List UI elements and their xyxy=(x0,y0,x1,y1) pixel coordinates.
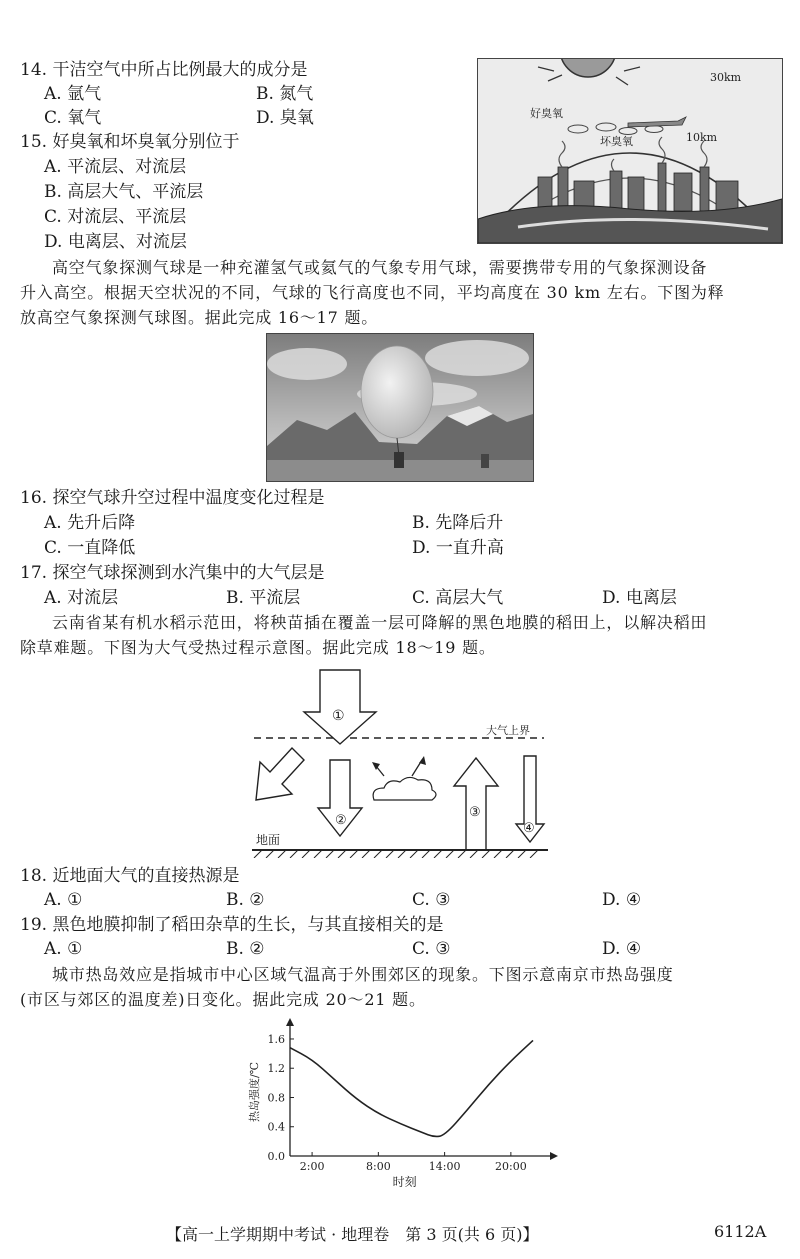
x-tick-label: 2:00 xyxy=(299,1160,325,1173)
q18-stem: 18. 近地面大气的直接热源是 xyxy=(20,866,240,886)
balloon-icon xyxy=(361,346,433,438)
footer-page-info: 【高一上学期期中考试 · 地理卷 第 3 页(共 6 页)】 xyxy=(166,1225,539,1244)
q19-option-a[interactable]: A. ① xyxy=(44,939,83,959)
balloon-photo-illustration xyxy=(267,334,533,481)
x-axis-label: 时刻 xyxy=(392,1175,417,1189)
passage-paddy xyxy=(20,610,782,660)
y-tick-label: 0.4 xyxy=(267,1120,285,1134)
q17-option-d[interactable]: D. 电离层 xyxy=(602,588,677,608)
q15-stem: 15. 好臭氧和坏臭氧分别位于 xyxy=(20,132,240,152)
ground-hatch xyxy=(254,850,538,858)
passage-heat-island xyxy=(20,962,782,1012)
arrow-1-solar-radiation xyxy=(304,670,376,744)
q14-stem: 14. 干洁空气中所占比例最大的成分是 xyxy=(20,60,308,80)
ozone-layer-figure xyxy=(477,58,783,244)
heat-island-series-line xyxy=(290,1040,533,1136)
y-tick-label: 0.0 xyxy=(267,1150,285,1163)
q18-option-c[interactable]: C. ③ xyxy=(412,890,451,910)
q19-option-c[interactable]: C. ③ xyxy=(412,939,451,959)
q18-option-d[interactable]: D. ④ xyxy=(602,890,642,910)
q15-option-a[interactable]: A. 平流层、对流层 xyxy=(44,157,187,177)
x-axis-arrow-icon xyxy=(550,1152,558,1160)
q18-option-a[interactable]: A. ① xyxy=(44,890,83,910)
q14-option-c[interactable]: C. 氧气 xyxy=(44,108,102,128)
q14-option-a[interactable]: A. 氩气 xyxy=(44,84,102,104)
q17-stem: 17. 探空气球探测到水汽集中的大气层是 xyxy=(20,563,325,583)
atmosphere-heating-figure xyxy=(248,664,554,858)
q17-option-c[interactable]: C. 高层大气 xyxy=(412,588,504,608)
arrow-3-ground-radiation xyxy=(454,758,498,850)
q14-option-b[interactable]: B. 氮气 xyxy=(256,84,314,104)
ground-label: 地面 xyxy=(256,833,281,847)
x-tick-label: 20:00 xyxy=(495,1160,527,1173)
y-axis-arrow-icon xyxy=(286,1018,294,1026)
label-30km: 30km xyxy=(710,71,742,84)
q16-option-a[interactable]: A. 先升后降 xyxy=(44,513,136,533)
q15-option-d[interactable]: D. 电离层、对流层 xyxy=(44,232,187,252)
reflected-radiation-arrow xyxy=(256,748,304,800)
weather-balloon-photo xyxy=(266,333,534,482)
x-tick-label: 8:00 xyxy=(365,1160,391,1173)
arrow-3-label: ③ xyxy=(469,805,481,820)
q17-option-a[interactable]: A. 对流层 xyxy=(44,588,119,608)
passage-balloon-line-2: 升入高空。根据天空状况的不同，气球的飞行高度也不同，平均高度在 30 km 左右。下图为释 xyxy=(20,283,725,302)
q16-option-d[interactable]: D. 一直升高 xyxy=(412,538,504,558)
arrow-4-label: ④ xyxy=(523,821,535,836)
heat-island-chart-svg xyxy=(244,1016,564,1190)
passage-paddy-line-2: 除草难题。下图为大气受热过程示意图。据此完成 18～19 题。 xyxy=(20,638,496,657)
passage-heat-island-line-2: (市区与郊区的温度差)日变化。据此完成 20～21 题。 xyxy=(20,990,426,1009)
heat-island-chart xyxy=(244,1016,564,1190)
arrow-1-label: ① xyxy=(332,708,345,724)
q19-stem: 19. 黑色地膜抑制了稻田杂草的生长，与其直接相关的是 xyxy=(20,915,444,935)
q18-option-b[interactable]: B. ② xyxy=(226,890,265,910)
footer-exam-code: 6112A xyxy=(714,1222,767,1241)
person-icon xyxy=(394,452,404,468)
q16-option-c[interactable]: C. 一直降低 xyxy=(44,538,136,558)
y-tick-label: 1.6 xyxy=(267,1032,285,1046)
q19-option-b[interactable]: B. ② xyxy=(226,939,265,959)
label-bad-ozone: 坏臭氧 xyxy=(600,135,633,148)
q15-option-b[interactable]: B. 高层大气、平流层 xyxy=(44,182,204,202)
label-10km: 10km xyxy=(686,131,718,144)
y-axis-label: 热岛强度/℃ xyxy=(248,1061,261,1123)
q16-stem: 16. 探空气球升空过程中温度变化过程是 xyxy=(20,488,325,508)
y-tick-label: 0.8 xyxy=(267,1091,285,1105)
q17-option-b[interactable]: B. 平流层 xyxy=(226,588,301,608)
passage-balloon-line-1: 高空气象探测气球是一种充灌氢气或氦气的气象专用气球，需要携带专用的气象探测设备 xyxy=(52,258,708,277)
passage-paddy-line-1: 云南省某有机水稻示范田，将秧苗插在覆盖一层可降解的黑色地膜的稻田上，以解决稻田 xyxy=(52,613,708,632)
heating-process-diagram xyxy=(248,664,554,858)
cloud-icon xyxy=(373,777,436,800)
passage-balloon-line-3: 放高空气象探测气球图。据此完成 16～17 题。 xyxy=(20,308,379,327)
x-tick-label: 14:00 xyxy=(428,1160,461,1173)
q19-option-d[interactable]: D. ④ xyxy=(602,939,642,959)
q14-option-d[interactable]: D. 臭氧 xyxy=(256,108,314,128)
q16-option-b[interactable]: B. 先降后升 xyxy=(412,513,504,533)
passage-heat-island-line-1: 城市热岛效应是指城市中心区域气温高于外围郊区的现象。下图示意南京市热岛强度 xyxy=(52,965,674,984)
ozone-layer-illustration xyxy=(478,59,782,243)
y-tick-label: 1.2 xyxy=(267,1062,285,1076)
q15-option-c[interactable]: C. 对流层、平流层 xyxy=(44,207,187,227)
upper-boundary-label: 大气上界 xyxy=(486,724,530,737)
arrow-2-label: ② xyxy=(335,813,347,828)
passage-balloon xyxy=(20,255,782,330)
label-good-ozone: 好臭氧 xyxy=(530,107,563,120)
